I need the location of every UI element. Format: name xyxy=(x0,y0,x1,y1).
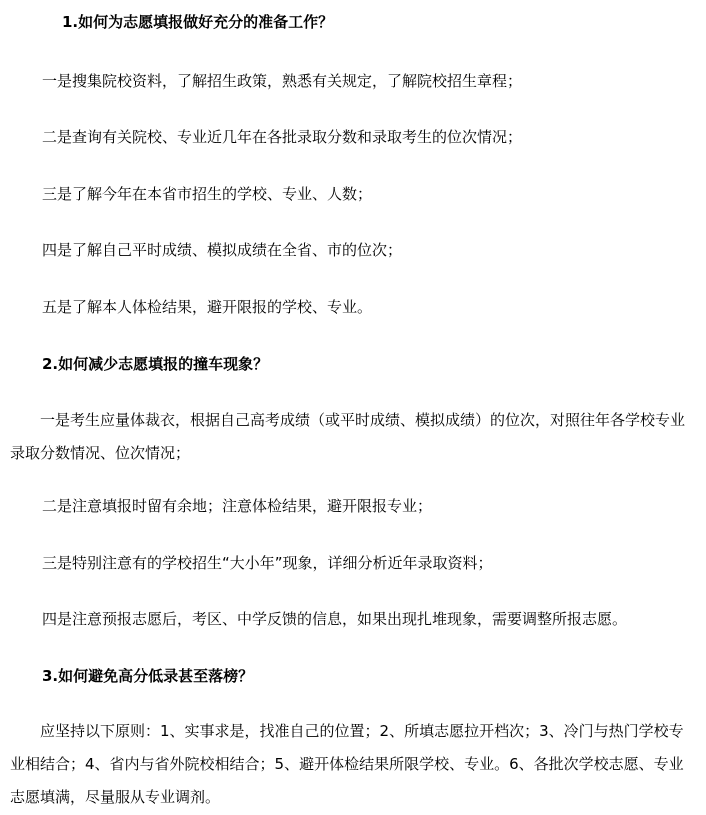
section-2-paragraph-1: 一是考生应量体裁衣，根据自己高考成绩（或平时成绩、模拟成绩）的位次，对照往年各学校专业录取分数情况、位次情况； xyxy=(10,411,686,462)
section-1-heading: 1.如何为志愿填报做好充分的准备工作？ xyxy=(62,13,334,31)
section-2-paragraph-2: 二是注意填报时留有余地；注意体检结果，避开限报专业； xyxy=(42,497,433,515)
section-2-paragraph-3: 三是特别注意有的学校招生“大小年”现象，详细分析近年录取资料； xyxy=(42,554,493,572)
section-3-heading: 3.如何避免高分低录甚至落榜？ xyxy=(42,667,254,685)
section-1-paragraph-2: 二是查询有关院校、专业近几年在各批录取分数和录取考生的位次情况； xyxy=(42,128,523,146)
section-1-paragraph-5: 五是了解本人体检结果，避开限报的学校、专业。 xyxy=(42,298,373,316)
section-1-paragraph-1: 一是搜集院校资料，了解招生政策，熟悉有关规定，了解院校招生章程； xyxy=(42,72,523,90)
section-2-heading: 2.如何减少志愿填报的撞车现象？ xyxy=(42,355,269,373)
section-3-paragraph-1: 应坚持以下原则：1、实事求是，找准自己的位置；2、所填志愿拉开档次；3、冷门与热门学校专业相结合；4、省内与省外院校相结合；5、避开体检结果所限学校、专业。6、各批次学校志愿、专业志愿填满，尽量服从专业调剂。 xyxy=(10,722,684,806)
section-2-paragraph-4: 四是注意预报志愿后，考区、中学反馈的信息，如果出现扎堆现象，需要调整所报志愿。 xyxy=(42,610,628,628)
section-1-paragraph-3: 三是了解今年在本省市招生的学校、专业、人数； xyxy=(42,185,373,203)
section-1-paragraph-4: 四是了解自己平时成绩、模拟成绩在全省、市的位次； xyxy=(42,241,403,259)
